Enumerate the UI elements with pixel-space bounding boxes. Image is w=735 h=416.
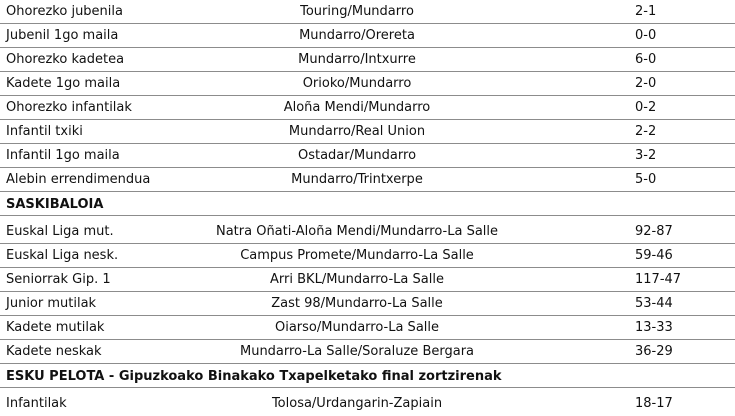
category-label: Ohorezko jubenila — [6, 4, 123, 19]
result-row — [0, 0, 735, 24]
match-label: Campus Promete/Mundarro-La Salle — [240, 248, 474, 263]
score-label: 13-33 — [635, 320, 673, 335]
category-label: Seniorrak Gip. 1 — [6, 272, 111, 287]
result-row — [0, 144, 735, 168]
result-row — [0, 48, 735, 72]
category-label: Ohorezko infantilak — [6, 100, 132, 115]
section-header-saskibaloia — [0, 194, 735, 216]
match-label: Oiarso/Mundarro-La Salle — [274, 320, 440, 335]
result-row — [0, 168, 735, 192]
match-label: Mundarro/Intxurre — [298, 52, 416, 67]
result-row — [0, 392, 735, 416]
score-label: 59-46 — [635, 248, 673, 263]
category-label: Infantilak — [6, 396, 67, 411]
result-row — [0, 316, 735, 340]
match-label: Orioko/Mundarro — [302, 76, 412, 91]
result-row — [0, 292, 735, 316]
section-title: ESKU PELOTA - Gipuzkoako Binakako Txapelketako final zortzirenak — [6, 369, 502, 384]
match-label: Zast 98/Mundarro-La Salle — [271, 296, 443, 311]
score-label: 3-2 — [635, 148, 657, 163]
result-row — [0, 24, 735, 48]
match-label: Mundarro-La Salle/Soraluze Bergara — [239, 344, 475, 359]
match-label: Arri BKL/Mundarro-La Salle — [270, 272, 444, 287]
category-label: Euskal Liga mut. — [6, 224, 114, 239]
category-label: Jubenil 1go maila — [6, 28, 119, 43]
result-row — [0, 244, 735, 268]
match-label: Mundarro/Real Union — [288, 124, 426, 139]
match-label: Natra Oñati-Aloña Mendi/Mundarro-La Salle — [215, 224, 499, 239]
result-row — [0, 120, 735, 144]
result-row — [0, 96, 735, 120]
result-row — [0, 220, 735, 244]
score-label: 0-2 — [635, 100, 657, 115]
score-label: 18-17 — [635, 396, 673, 411]
category-label: Infantil 1go maila — [6, 148, 120, 163]
score-label: 6-0 — [635, 52, 657, 67]
result-row — [0, 72, 735, 96]
score-label: 53-44 — [635, 296, 673, 311]
category-label: Kadete 1go maila — [6, 76, 121, 91]
section-header-esku-pelota — [0, 366, 735, 388]
match-label: Tolosa/Urdangarin-Zapiain — [271, 396, 443, 411]
result-row — [0, 340, 735, 364]
match-label: Ostadar/Mundarro — [297, 148, 417, 163]
score-label: 0-0 — [635, 28, 657, 43]
category-label: Alebin errendimendua — [6, 172, 151, 187]
category-label: Junior mutilak — [6, 296, 97, 311]
section-title: SASKIBALOIA — [6, 197, 104, 212]
score-label: 117-47 — [635, 272, 682, 287]
match-label: Mundarro/Trintxerpe — [291, 172, 423, 187]
score-label: 2-2 — [635, 124, 657, 139]
category-label: Kadete neskak — [6, 344, 102, 359]
score-label: 92-87 — [635, 224, 673, 239]
category-label: Infantil txiki — [6, 124, 83, 139]
match-label: Touring/Mundarro — [300, 4, 414, 19]
match-label: Aloña Mendi/Mundarro — [283, 100, 431, 115]
match-label: Mundarro/Orereta — [299, 28, 415, 43]
category-label: Euskal Liga nesk. — [6, 248, 119, 263]
score-label: 5-0 — [635, 172, 657, 187]
score-label: 2-1 — [635, 4, 657, 19]
category-label: Ohorezko kadetea — [6, 52, 125, 67]
result-row — [0, 268, 735, 292]
score-label: 2-0 — [635, 76, 657, 91]
category-label: Kadete mutilak — [6, 320, 105, 335]
score-label: 36-29 — [635, 344, 673, 359]
